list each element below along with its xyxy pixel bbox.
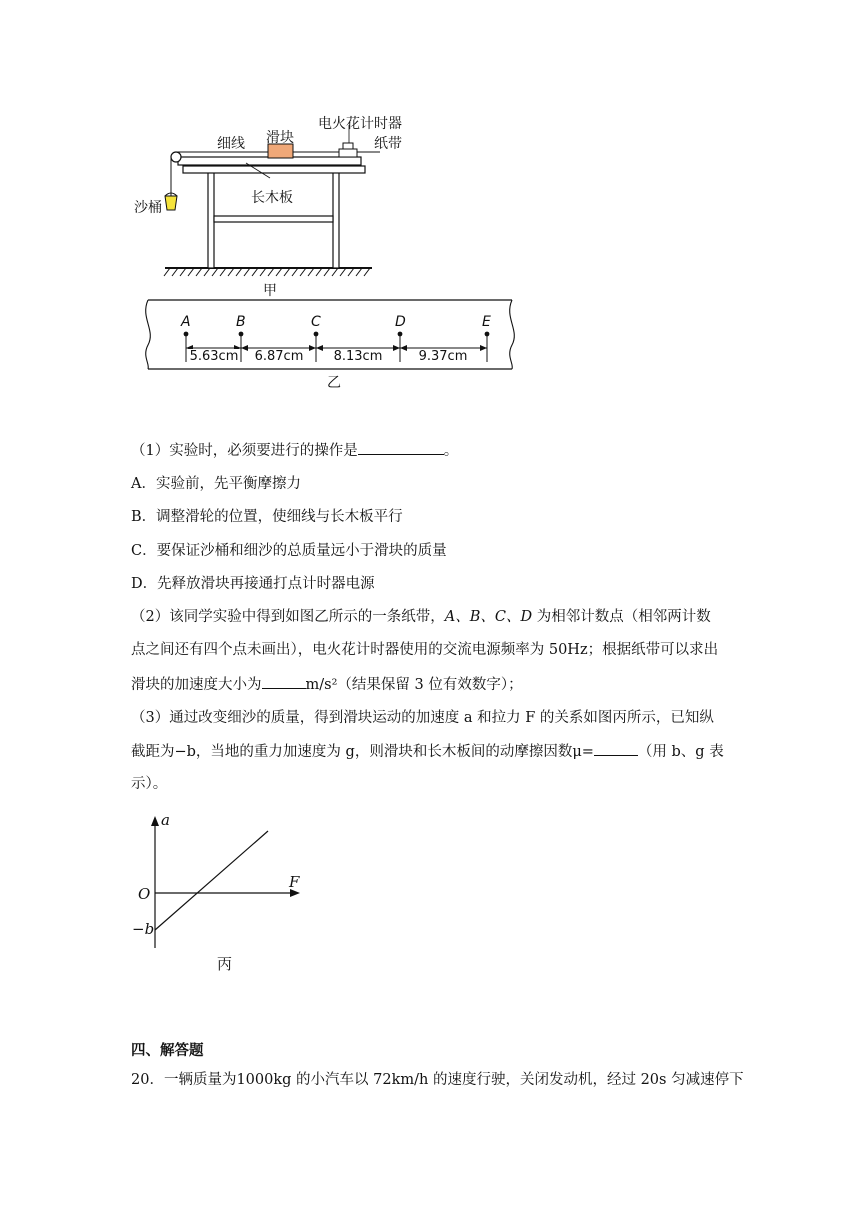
tape-distance-de: 9.37cm	[413, 349, 473, 364]
q1-option-b: B．调整滑轮的位置，使细线与长木板平行	[131, 509, 403, 525]
graph-line	[155, 831, 268, 930]
q3-line3: 示）。	[131, 776, 168, 792]
label-huakuai: 滑块	[266, 130, 294, 146]
label-timer: 电火花计时器	[318, 116, 402, 132]
q3-line2: 截距为−b，当地的重力加速度为 g，则滑块和长木板间的动摩擦因数μ= （用 b、g 表	[131, 741, 724, 762]
q1-stem: （1）实验时，必须要进行的操作是 。	[131, 440, 458, 461]
tape-label-c: C	[311, 314, 321, 330]
caption-bing: 丙	[217, 955, 233, 973]
figure-aF-graph	[130, 812, 310, 952]
graph-axis-a: a	[161, 811, 170, 829]
tape-distance-cd: 8.13cm	[328, 349, 388, 364]
label-xixian: 细线	[217, 136, 245, 152]
q20-text: 20．一辆质量为1000kg 的小汽车以 72km/h 的速度行驶，关闭发动机，经过 20s 匀减速停下	[131, 1072, 744, 1088]
tape-label-b: B	[236, 314, 246, 330]
label-bucket: 沙桶	[134, 200, 162, 216]
tape-label-a: A	[181, 314, 191, 330]
graph-intercept: −b	[132, 920, 155, 938]
tape-label-e: E	[482, 314, 491, 330]
q1-option-a: A．实验前，先平衡摩擦力	[131, 476, 301, 492]
q1-option-c: C．要保证沙桶和细沙的总质量远小于滑块的质量	[131, 543, 447, 559]
q2-line1: （2）该同学实验中得到如图乙所示的一条纸带，A、B、C、D 为相邻计数点（相邻两计数	[131, 609, 711, 625]
graph-origin: O	[138, 885, 151, 903]
caption-yi: 乙	[327, 375, 341, 391]
section-heading: 四、解答题	[131, 1042, 204, 1059]
q2-answer-blank[interactable]	[262, 674, 306, 689]
q2-line3: 滑块的加速度大小为 m/s²（结果保留 3 位有效数字）；	[131, 674, 523, 695]
q3-answer-blank[interactable]	[594, 741, 638, 756]
caption-jia: 甲	[263, 283, 277, 299]
q1-answer-blank[interactable]	[358, 440, 444, 455]
label-zhidai: 纸带	[374, 136, 402, 152]
q1-option-d: D．先释放滑块再接通打点计时器电源	[131, 576, 375, 592]
label-board: 长木板	[251, 190, 293, 206]
q2-line2: 点之间还有四个点未画出），电火花计时器使用的交流电源频率为 50Hz；根据纸带可以求出	[131, 642, 719, 658]
tape-distance-bc: 6.87cm	[250, 349, 308, 364]
tape-distance-ab: 5.63cm	[189, 349, 239, 364]
q3-line1: （3）通过改变细沙的质量，得到滑块运动的加速度 a 和拉力 F 的关系如图丙所示，已知纵	[131, 710, 714, 726]
graph-axis-f: F	[289, 873, 300, 891]
tape-label-d: D	[395, 314, 406, 330]
